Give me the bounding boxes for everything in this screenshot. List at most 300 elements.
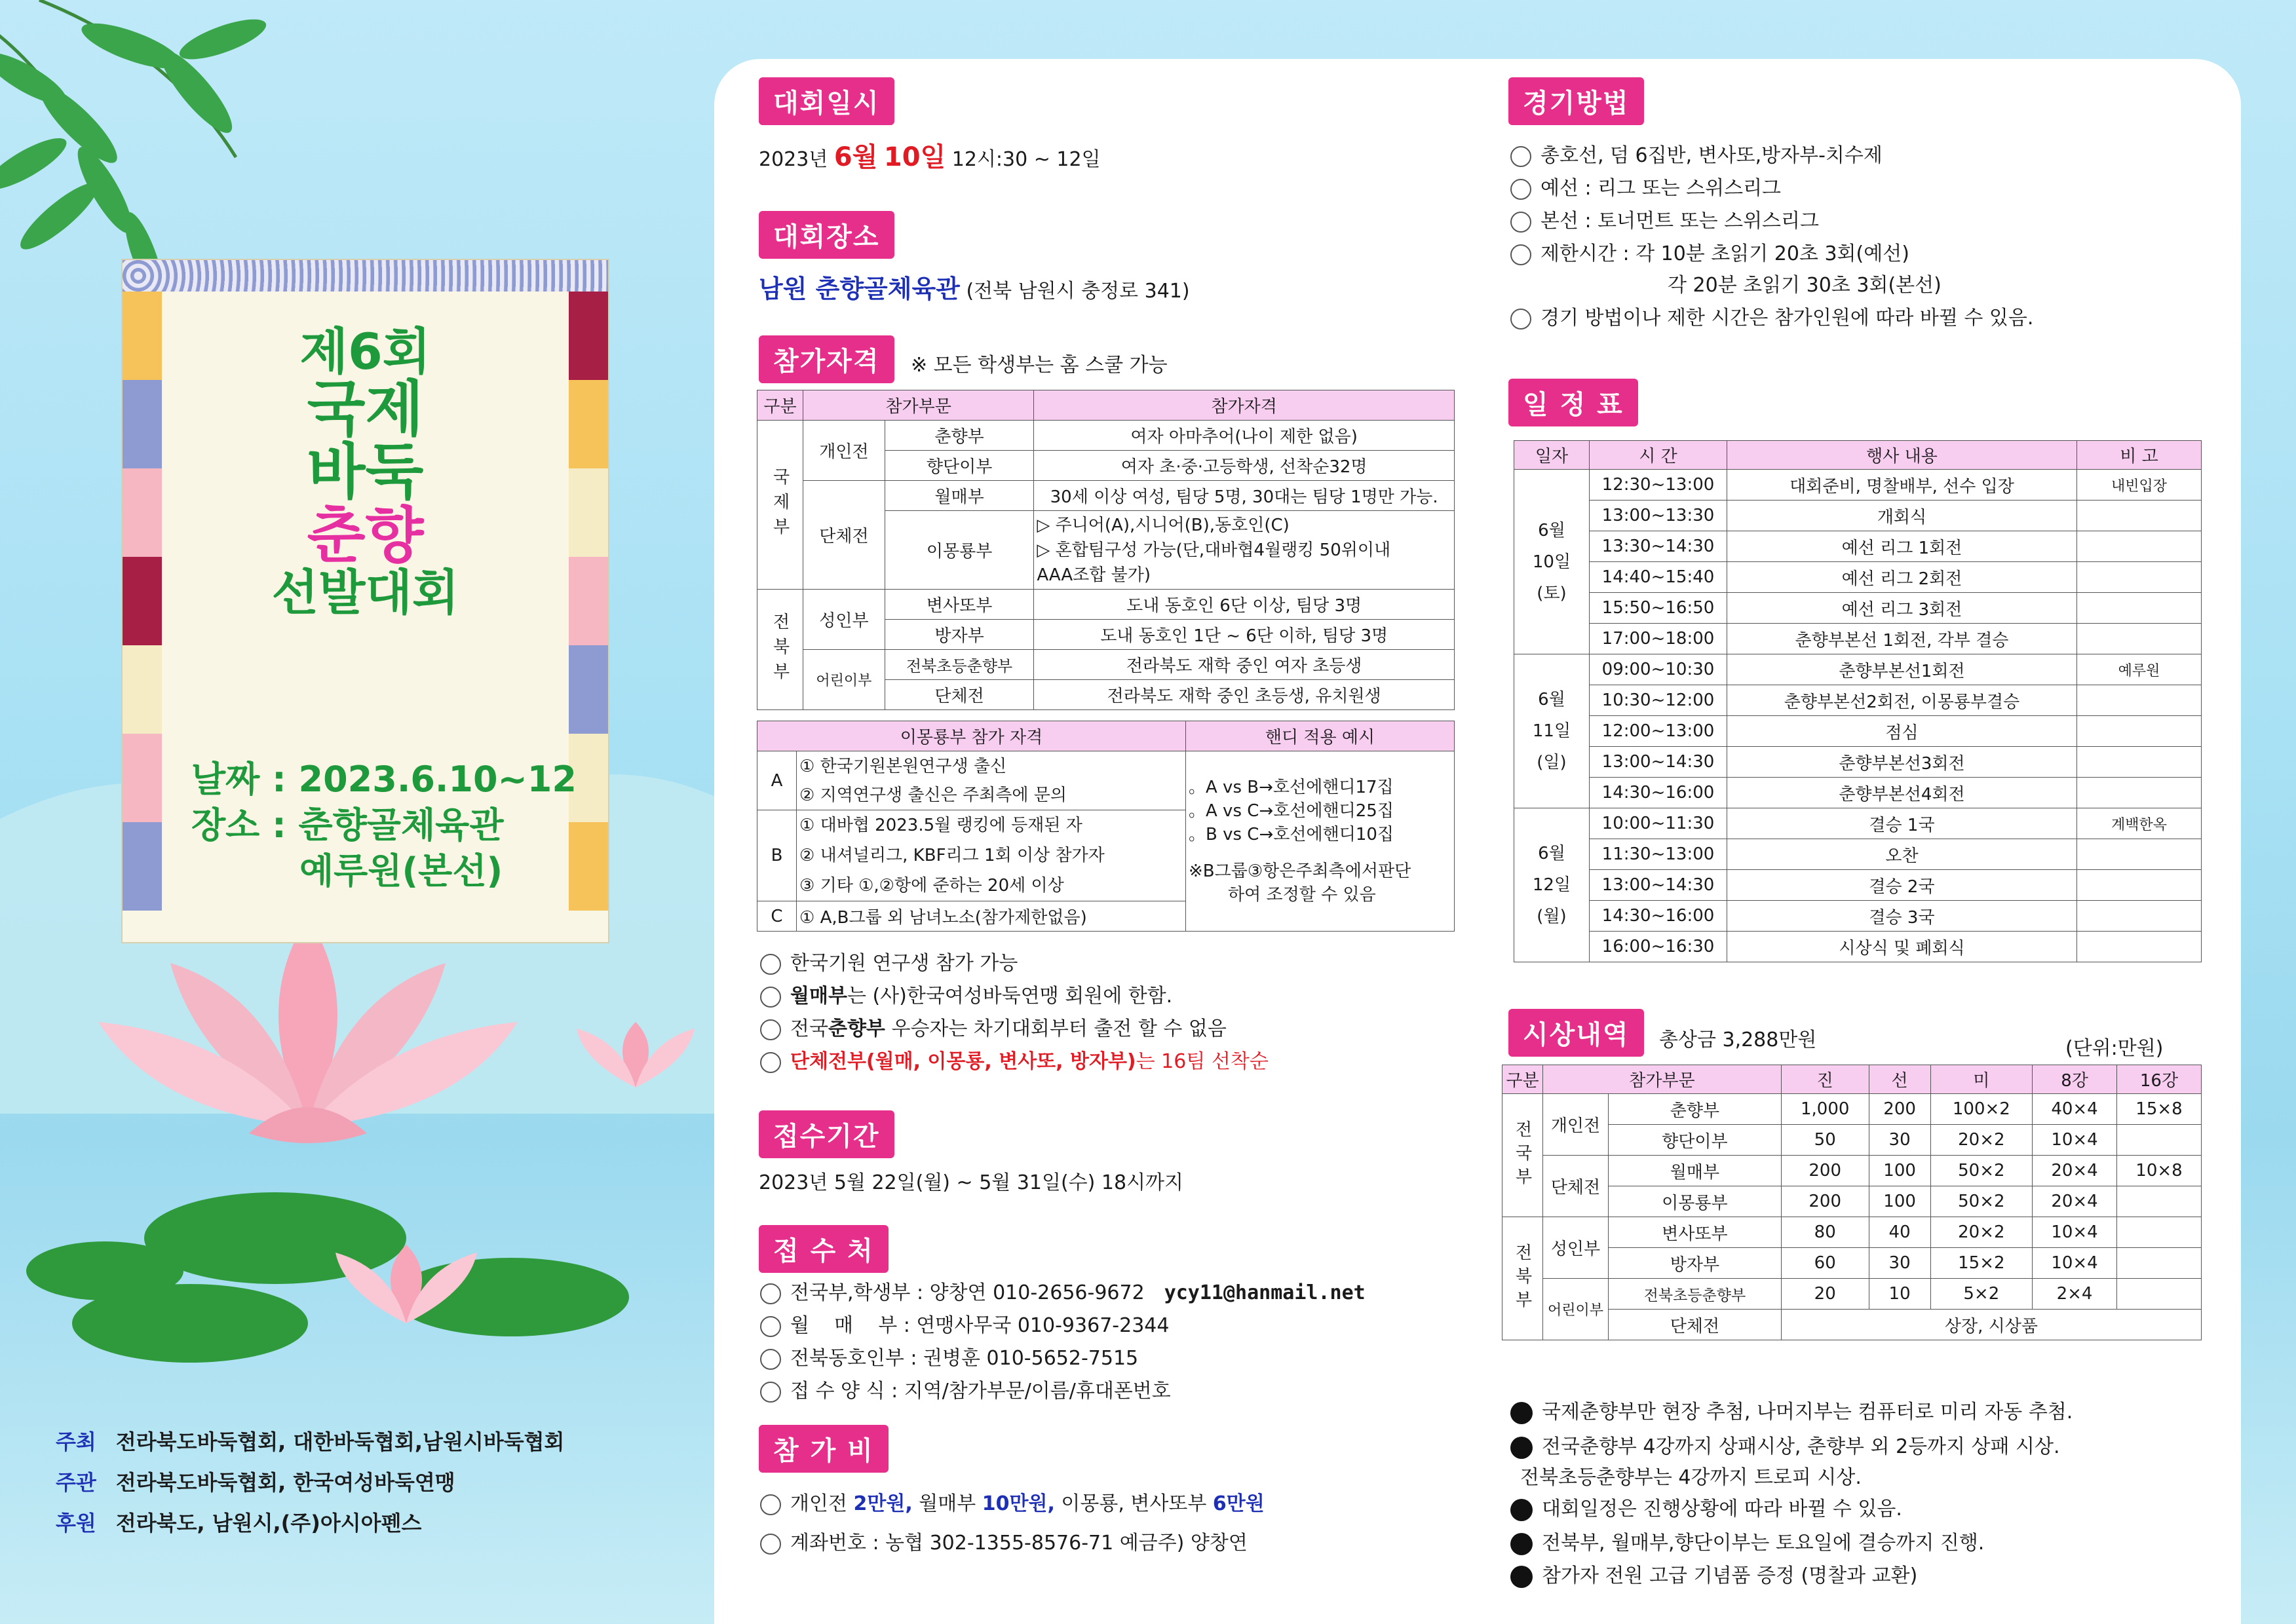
willow-leaves [0,0,271,303]
circle-bullet-icon [1510,179,1531,200]
criteria-line: ① 한국기원본원연구생 출신 [799,756,1007,776]
contact-3 [760,1342,1138,1370]
poster-title-line4: 춘향 [307,500,424,571]
table-row [1514,685,2202,716]
venue-address: (전북 남원시 충정로 341) [966,280,1190,303]
contact-4 [760,1374,1171,1403]
fee-line [760,1487,1265,1516]
prize-cell [2117,1186,2202,1217]
note-cell [2077,839,2202,870]
group-letter: A [757,751,797,810]
table-header: 일자 [1514,441,1590,470]
bullet-4 [1510,1526,1984,1555]
sponsor-role: 후원 [56,1511,96,1536]
prize-cell [2117,1248,2202,1279]
prize-cell: 100 [1869,1156,1930,1186]
note-cell [2077,932,2202,962]
sub-cell: 단체전 [1543,1156,1609,1217]
division-cell: 이몽룡부 [1609,1186,1782,1217]
poster-venue: 장소 : 춘향골체육관 [191,804,504,846]
note-text: 는 16팀 선착순 [1136,1050,1269,1073]
table-row [1502,1094,2202,1125]
circle-bullet-icon [760,1349,781,1370]
prize-cell: 20×4 [2033,1156,2117,1186]
circle-bullet-icon [1510,212,1531,233]
prize-cell: 80 [1781,1217,1869,1248]
event-cell: 예선 리그 3회전 [1727,593,2077,624]
division-cell: 이몽룡부 [885,511,1033,590]
day-line: 6월 [1538,520,1565,540]
table-header: 이몽룡부 참가 자격 [757,721,1186,751]
group-criteria [797,810,1186,901]
method-3 [1510,204,1819,233]
group-criteria [797,751,1186,810]
table-row [1502,1279,2202,1310]
table-row [1514,808,2202,839]
sponsor-support [56,1503,564,1543]
prize-cell: 상장, 시상품 [1781,1310,2201,1340]
sponsor-text: 전라북도바둑협회, 대한바둑협회,남원시바둑협회 [115,1429,565,1454]
table-row [1514,901,2202,932]
table-header: 참가자격 [1034,390,1455,421]
sub-cell: 성인부 [803,590,885,650]
note-2 [760,979,1172,1008]
circle-bullet-icon [760,1052,781,1073]
bullet-2b: 전북초등춘향부는 4강까지 트로피 시상. [1520,1466,1862,1489]
criteria-line: ③ 기타 ①,②항에 준하는 20세 이상 [799,876,1064,896]
sponsor-host [56,1422,564,1462]
qual-line: ▷ 주니어(A),시니어(B),동호인(C) [1037,515,1290,535]
qual-cell: 전라북도 재학 중인 여자 초등생 [1034,650,1455,680]
prize-cell: 5×2 [1930,1279,2032,1310]
sponsor-text: 전라북도, 남원시,(주)아시아펜스 [115,1511,422,1536]
table-header: 8강 [2033,1065,2117,1094]
prize-cell: 10×8 [2117,1156,2202,1186]
note-emph: 단체전부(월매, 이몽룡, 변사또, 방자부) [790,1050,1136,1073]
bullet-2 [1510,1430,2060,1459]
dot-bullet-icon [1510,1402,1533,1424]
sub-cell: 단체전 [803,481,885,590]
sub-cell: 개인전 [803,421,885,481]
division-cell: 춘향부 [1609,1094,1782,1125]
table-row [1514,747,2202,778]
time-cell: 13:00~14:30 [1590,747,1727,778]
bullet-text: 대회일정은 진행상황에 따라 바뀔 수 있음. [1542,1498,1902,1520]
table-header: 구분 [757,390,803,421]
time-cell: 14:40~15:40 [1590,562,1727,593]
note-text: 는 (사)한국여성바둑연맹 회원에 한함. [847,985,1173,1008]
qual-cell: 전라북도 재학 중인 초등생, 유치원생 [1034,680,1455,710]
event-cell: 오찬 [1727,839,2077,870]
day-cell [1514,808,1590,962]
prize-cell: 10×4 [2033,1217,2117,1248]
poster-top-band [123,260,608,292]
poster-title-line2: 국제 [307,373,424,444]
time-cell: 16:00~16:30 [1590,932,1727,962]
event-cell: 결승 3국 [1727,901,2077,932]
prize-cell: 15×2 [1930,1248,2032,1279]
sub-cell: 어린이부 [803,650,885,710]
event-cell: 예선 리그 2회전 [1727,562,2077,593]
method-2 [1510,172,1781,200]
note-3 [760,1012,1227,1041]
sponsor-role: 주최 [56,1429,96,1454]
eligibility-table [757,390,1455,710]
day-line: (일) [1537,753,1567,772]
section-label-method: 경기방법 [1508,77,1644,125]
table-header: 행사 내용 [1727,441,2077,470]
contact-email: ycy11@hanmail.net [1164,1281,1366,1304]
time-cell: 10:00~11:30 [1590,808,1727,839]
account-line [760,1526,1248,1555]
table-header: 비 고 [2077,441,2202,470]
bullet-text: 전국춘향부 4강까지 상패시상, 춘향부 외 2등까지 상패 시상. [1542,1435,2060,1458]
poster-title-line3: 바둑 [307,437,424,508]
fee-value: 2만원, [853,1492,913,1515]
event-cell: 점심 [1727,716,2077,747]
prize-cell: 200 [1781,1156,1869,1186]
venue-name: 남원 춘향골체육관 [759,274,960,303]
group-criteria: ① A,B그룹 외 남녀노소(참가제한없음) [797,901,1186,932]
time-cell: 12:30~13:00 [1590,470,1727,500]
note-cell [2077,747,2202,778]
qual-cell: 도내 동호인 1단 ~ 6단 이하, 팀당 3명 [1034,620,1455,650]
date-day: 10일 [883,142,946,172]
prize-cell: 60 [1781,1248,1869,1279]
event-cell: 개회식 [1727,500,2077,531]
qual-cell [1034,511,1455,590]
section-label-schedule: 일 정 표 [1508,379,1638,426]
table-header: 선 [1869,1065,1930,1094]
time-cell: 14:30~16:00 [1590,901,1727,932]
event-cell: 시상식 및 폐회식 [1727,932,2077,962]
prize-cell: 50×2 [1930,1156,2032,1186]
table-row [1514,593,2202,624]
table-row [1514,562,2202,593]
prize-cell: 20×4 [2033,1186,2117,1217]
event-poster [121,259,609,943]
event-cell: 대회준비, 명찰배부, 선수 입장 [1727,470,2077,500]
time-cell: 17:00~18:00 [1590,624,1727,654]
fee-text: 개인전 [790,1492,847,1515]
handicap-line: ※B그룹③항은주최측에서판단 [1189,861,1411,881]
table-header: 참가부문 [1543,1065,1782,1094]
method-4 [1510,237,1909,266]
table-header: 핸디 적용 예시 [1186,721,1455,751]
circle-bullet-icon [1510,244,1531,265]
schedule-table [1514,440,2202,962]
division-cell: 월매부 [885,481,1033,511]
prize-cell: 40×4 [2033,1094,2117,1125]
fee-value: 6만원 [1212,1492,1265,1515]
qual-cell: 여자 초·중·고등학생, 선착순32명 [1034,451,1455,481]
handicap-line: 。B vs C→호선에핸디10집 [1189,825,1394,844]
circle-bullet-icon [760,1316,781,1337]
prize-cell [2117,1217,2202,1248]
bullet-1 [1510,1395,2073,1424]
circle-bullet-icon [760,954,781,975]
contact-text: 전국부,학생부 : 양창연 010-2656-9672 [790,1281,1145,1304]
day-line: 10일 [1532,552,1571,572]
note-cell [2077,778,2202,808]
poster-title-line5: 선발대회 [271,564,459,621]
sponsor-text: 전라북도바둑협회, 한국여성바둑연맹 [115,1470,455,1495]
event-cell: 춘향부본선2회전, 이몽룡부결승 [1727,685,2077,716]
account-text: 계좌번호 : 농협 302-1355-8576-71 예금주) 양창연 [790,1532,1248,1555]
prize-cell: 100 [1869,1186,1930,1217]
division-cell: 월매부 [1609,1156,1782,1186]
table-row [1514,624,2202,654]
handicap-line: 。A vs C→호선에핸디25집 [1189,801,1394,821]
contact-text: 접 수 양 식 : 지역/참가부문/이름/휴대폰번호 [790,1380,1171,1403]
note-emph: 월매부 [790,985,847,1008]
method-text: 제한시간 : 각 10분 초읽기 20초 3회(예선) [1540,242,1909,265]
prize-cell: 50 [1781,1125,1869,1156]
method-text: 예선 : 리그 또는 스위스리그 [1540,177,1782,200]
time-cell: 13:00~14:30 [1590,870,1727,901]
contact-text: 월 매 부 : 연맹사무국 010-9367-2344 [790,1314,1170,1337]
prize-cell: 200 [1869,1094,1930,1125]
prize-cell: 40 [1869,1217,1930,1248]
time-cell: 13:30~14:30 [1590,531,1727,562]
note-4 [760,1045,1269,1074]
time-cell: 12:00~13:00 [1590,716,1727,747]
note-text: 우승자는 차기대회부터 출전 할 수 없음 [885,1017,1227,1040]
note-1 [760,947,1018,975]
division-cell: 방자부 [885,620,1033,650]
note-cell [2077,593,2202,624]
method-4b: 각 20분 초읽기 30초 3회(본선) [1668,274,1942,297]
registration-period: 2023년 5월 22일(월) ~ 5월 31일(수) 18시까지 [759,1171,1184,1194]
poster-title-line1: 제6회 [299,322,431,381]
method-text: 본선 : 토너먼트 또는 스위스리그 [1540,210,1819,233]
time-cell: 13:00~13:30 [1590,500,1727,531]
note-cell: 내빈입장 [2077,470,2202,500]
method-5 [1510,301,2033,330]
table-row [1514,531,2202,562]
dot-bullet-icon [1510,1566,1533,1588]
table-header: 시 간 [1590,441,1727,470]
note-cell [2077,901,2202,932]
sponsor-role: 주관 [56,1470,96,1495]
contact-1 [760,1276,1366,1305]
method-text: 경기 방법이나 제한 시간은 참가인원에 따라 바뀔 수 있음. [1540,307,2034,330]
event-venue [759,269,1190,305]
prize-cell: 10×4 [2033,1248,2117,1279]
event-cell: 예선 리그 1회전 [1727,531,2077,562]
time-cell: 09:00~10:30 [1590,654,1727,685]
prize-cell: 200 [1781,1186,1869,1217]
table-header: 16강 [2117,1065,2202,1094]
section-label-venue: 대회장소 [759,211,894,259]
circle-bullet-icon [760,987,781,1008]
group-cell: 전북부 [757,590,803,710]
circle-bullet-icon [760,1019,781,1040]
poster-venue-2: 예루원(본선) [299,850,503,892]
event-cell: 결승 2국 [1727,870,2077,901]
section-label-place: 접 수 처 [759,1225,889,1273]
bullet-text: 국제춘향부만 현장 추첨, 나머지부는 컴퓨터로 미리 자동 추첨. [1542,1401,2073,1424]
qual-cell: 여자 아마추어(나이 제한 없음) [1034,421,1455,451]
prize-cell: 20 [1781,1279,1869,1310]
prize-cell: 30 [1869,1248,1930,1279]
note-cell [2077,685,2202,716]
date-month: 6월 [833,142,878,172]
qual-line: ▷ 혼합팀구성 가능(단,대바협4월랭킹 50위이내 [1037,540,1391,560]
dot-bullet-icon [1510,1533,1533,1555]
criteria-line: ② 내셔널리그, KBF리그 1회 이상 참가자 [799,846,1105,865]
time-cell: 14:30~16:00 [1590,778,1727,808]
note-text: 전국 [790,1017,828,1040]
day-line: (토) [1537,583,1567,603]
division-cell: 전북초등춘향부 [1609,1279,1782,1310]
section-label-fee: 참 가 비 [759,1425,889,1473]
group-cell: 전국부 [1502,1094,1543,1217]
division-cell: 춘향부 [885,421,1033,451]
day-line: 11일 [1532,721,1571,741]
prize-table [1502,1065,2202,1340]
table-row [1502,1156,2202,1186]
qual-cell: 도내 동호인 6단 이상, 팀당 3명 [1034,590,1455,620]
method-1 [1510,139,1883,168]
circle-bullet-icon [760,1534,781,1555]
note-cell [2077,500,2202,531]
table-row [1514,654,2202,685]
date-year: 2023년 [759,148,828,171]
table-row [1514,716,2202,747]
eligibility-note: ※ 모든 학생부는 홈 스쿨 가능 [911,354,1168,377]
dot-bullet-icon [1510,1499,1533,1521]
sub-cell: 성인부 [1543,1217,1609,1279]
bullet-text: 참가자 전원 고급 기념품 증정 (명찰과 교환) [1542,1564,1918,1587]
contact-text: 전북동호인부 : 권병훈 010-5652-7515 [790,1347,1139,1370]
handicap-line: 。A vs B→호선에핸디17집 [1189,778,1394,797]
table-row [1514,500,2202,531]
prize-cell: 10×4 [2033,1125,2117,1156]
sponsor-organizer [56,1462,564,1503]
note-cell: 예루원 [2077,654,2202,685]
group-cell: 국제부 [757,421,803,590]
table-row [1514,932,2202,962]
group-letter: B [757,810,797,901]
event-cell: 춘향부본선4회전 [1727,778,2077,808]
table-row [1514,778,2202,808]
prize-cell [2117,1279,2202,1310]
division-cell: 단체전 [1609,1310,1782,1340]
division-cell: 방자부 [1609,1248,1782,1279]
table-header: 참가부문 [803,390,1034,421]
section-label-date: 대회일시 [759,77,894,125]
dot-bullet-icon [1510,1437,1533,1459]
circle-bullet-icon [1510,146,1531,167]
bullet-text: 전북부, 월매부,향단이부는 토요일에 결승까지 진행. [1542,1532,1985,1555]
event-cell: 춘향부본선1회전 [1727,654,2077,685]
sub-cell: 개인전 [1543,1094,1609,1156]
time-cell: 10:30~12:00 [1590,685,1727,716]
criteria-line: ② 지역연구생 출신은 주최측에 문의 [799,785,1067,805]
prize-cell: 2×4 [2033,1279,2117,1310]
contact-2 [760,1309,1169,1338]
day-line: 12일 [1532,875,1571,895]
division-cell: 향단이부 [885,451,1033,481]
lotus-leaves [26,1192,629,1363]
fee-text: 이몽룡, 변사또부 [1054,1492,1213,1515]
prize-cell: 15×8 [2117,1094,2202,1125]
group-cell: 전북부 [1502,1217,1543,1340]
criteria-line: ① 대바협 2023.5월 랭킹에 등재된 자 [799,816,1082,835]
division-cell: 단체전 [885,680,1033,710]
division-cell: 변사또부 [885,590,1033,620]
prize-cell: 50×2 [1930,1186,2032,1217]
table-row [1514,870,2202,901]
note-cell [2077,870,2202,901]
prize-total: 총상금 3,288만원 [1659,1029,1817,1051]
table-header: 진 [1781,1065,1869,1094]
day-line: 6월 [1538,844,1565,863]
circle-bullet-icon [760,1283,781,1304]
time-cell: 15:50~16:50 [1590,593,1727,624]
circle-bullet-icon [760,1382,781,1403]
event-cell: 춘향부본선 1회전, 각부 결승 [1727,624,2077,654]
note-text: 한국기원 연구생 참가 가능 [790,952,1018,975]
division-cell: 변사또부 [1609,1217,1782,1248]
prize-cell: 100×2 [1930,1094,2032,1125]
sub-cell: 어린이부 [1543,1279,1609,1340]
lee-eligibility-table [757,721,1455,932]
day-line: 6월 [1538,690,1565,709]
prize-cell: 20×2 [1930,1217,2032,1248]
qual-line: AAA조합 불가) [1037,565,1151,585]
table-row [1514,839,2202,870]
time-cell: 11:30~13:00 [1590,839,1727,870]
note-cell: 계백한옥 [2077,808,2202,839]
circle-bullet-icon [760,1494,781,1515]
section-label-registration: 접수기간 [759,1110,894,1158]
note-cell [2077,562,2202,593]
poster-title [123,322,608,621]
table-row [1502,1217,2202,1248]
fee-value: 10만원, [982,1492,1055,1515]
prize-cell: 20×2 [1930,1125,2032,1156]
fee-text: 월매부 [912,1492,982,1515]
prize-cell: 10 [1869,1279,1930,1310]
day-cell [1514,654,1590,808]
handicap-examples [1186,751,1455,932]
prize-cell [2117,1125,2202,1156]
day-cell [1514,470,1590,654]
day-line: (월) [1537,907,1567,926]
event-date [759,136,1101,174]
qual-cell: 30세 이상 여성, 팀당 5명, 30대는 팀당 1명만 가능. [1034,481,1455,511]
division-cell: 전북초등춘향부 [885,650,1033,680]
prize-cell: 1,000 [1781,1094,1869,1125]
division-cell: 향단이부 [1609,1125,1782,1156]
section-label-prize: 시상내역 [1508,1009,1644,1057]
prize-cell: 30 [1869,1125,1930,1156]
table-row [1514,470,2202,500]
circle-bullet-icon [1510,309,1531,330]
event-cell: 결승 1국 [1727,808,2077,839]
note-cell [2077,624,2202,654]
sponsors [56,1422,564,1543]
bullet-3 [1510,1492,1902,1521]
note-cell [2077,531,2202,562]
handicap-line: 하여 조정할 수 있음 [1228,885,1376,905]
event-cell: 춘향부본선3회전 [1727,747,2077,778]
table-header: 구분 [1502,1065,1543,1094]
section-label-eligibility: 참가자격 [759,335,894,383]
date-time: 12시:30 ~ 12일 [951,148,1101,171]
